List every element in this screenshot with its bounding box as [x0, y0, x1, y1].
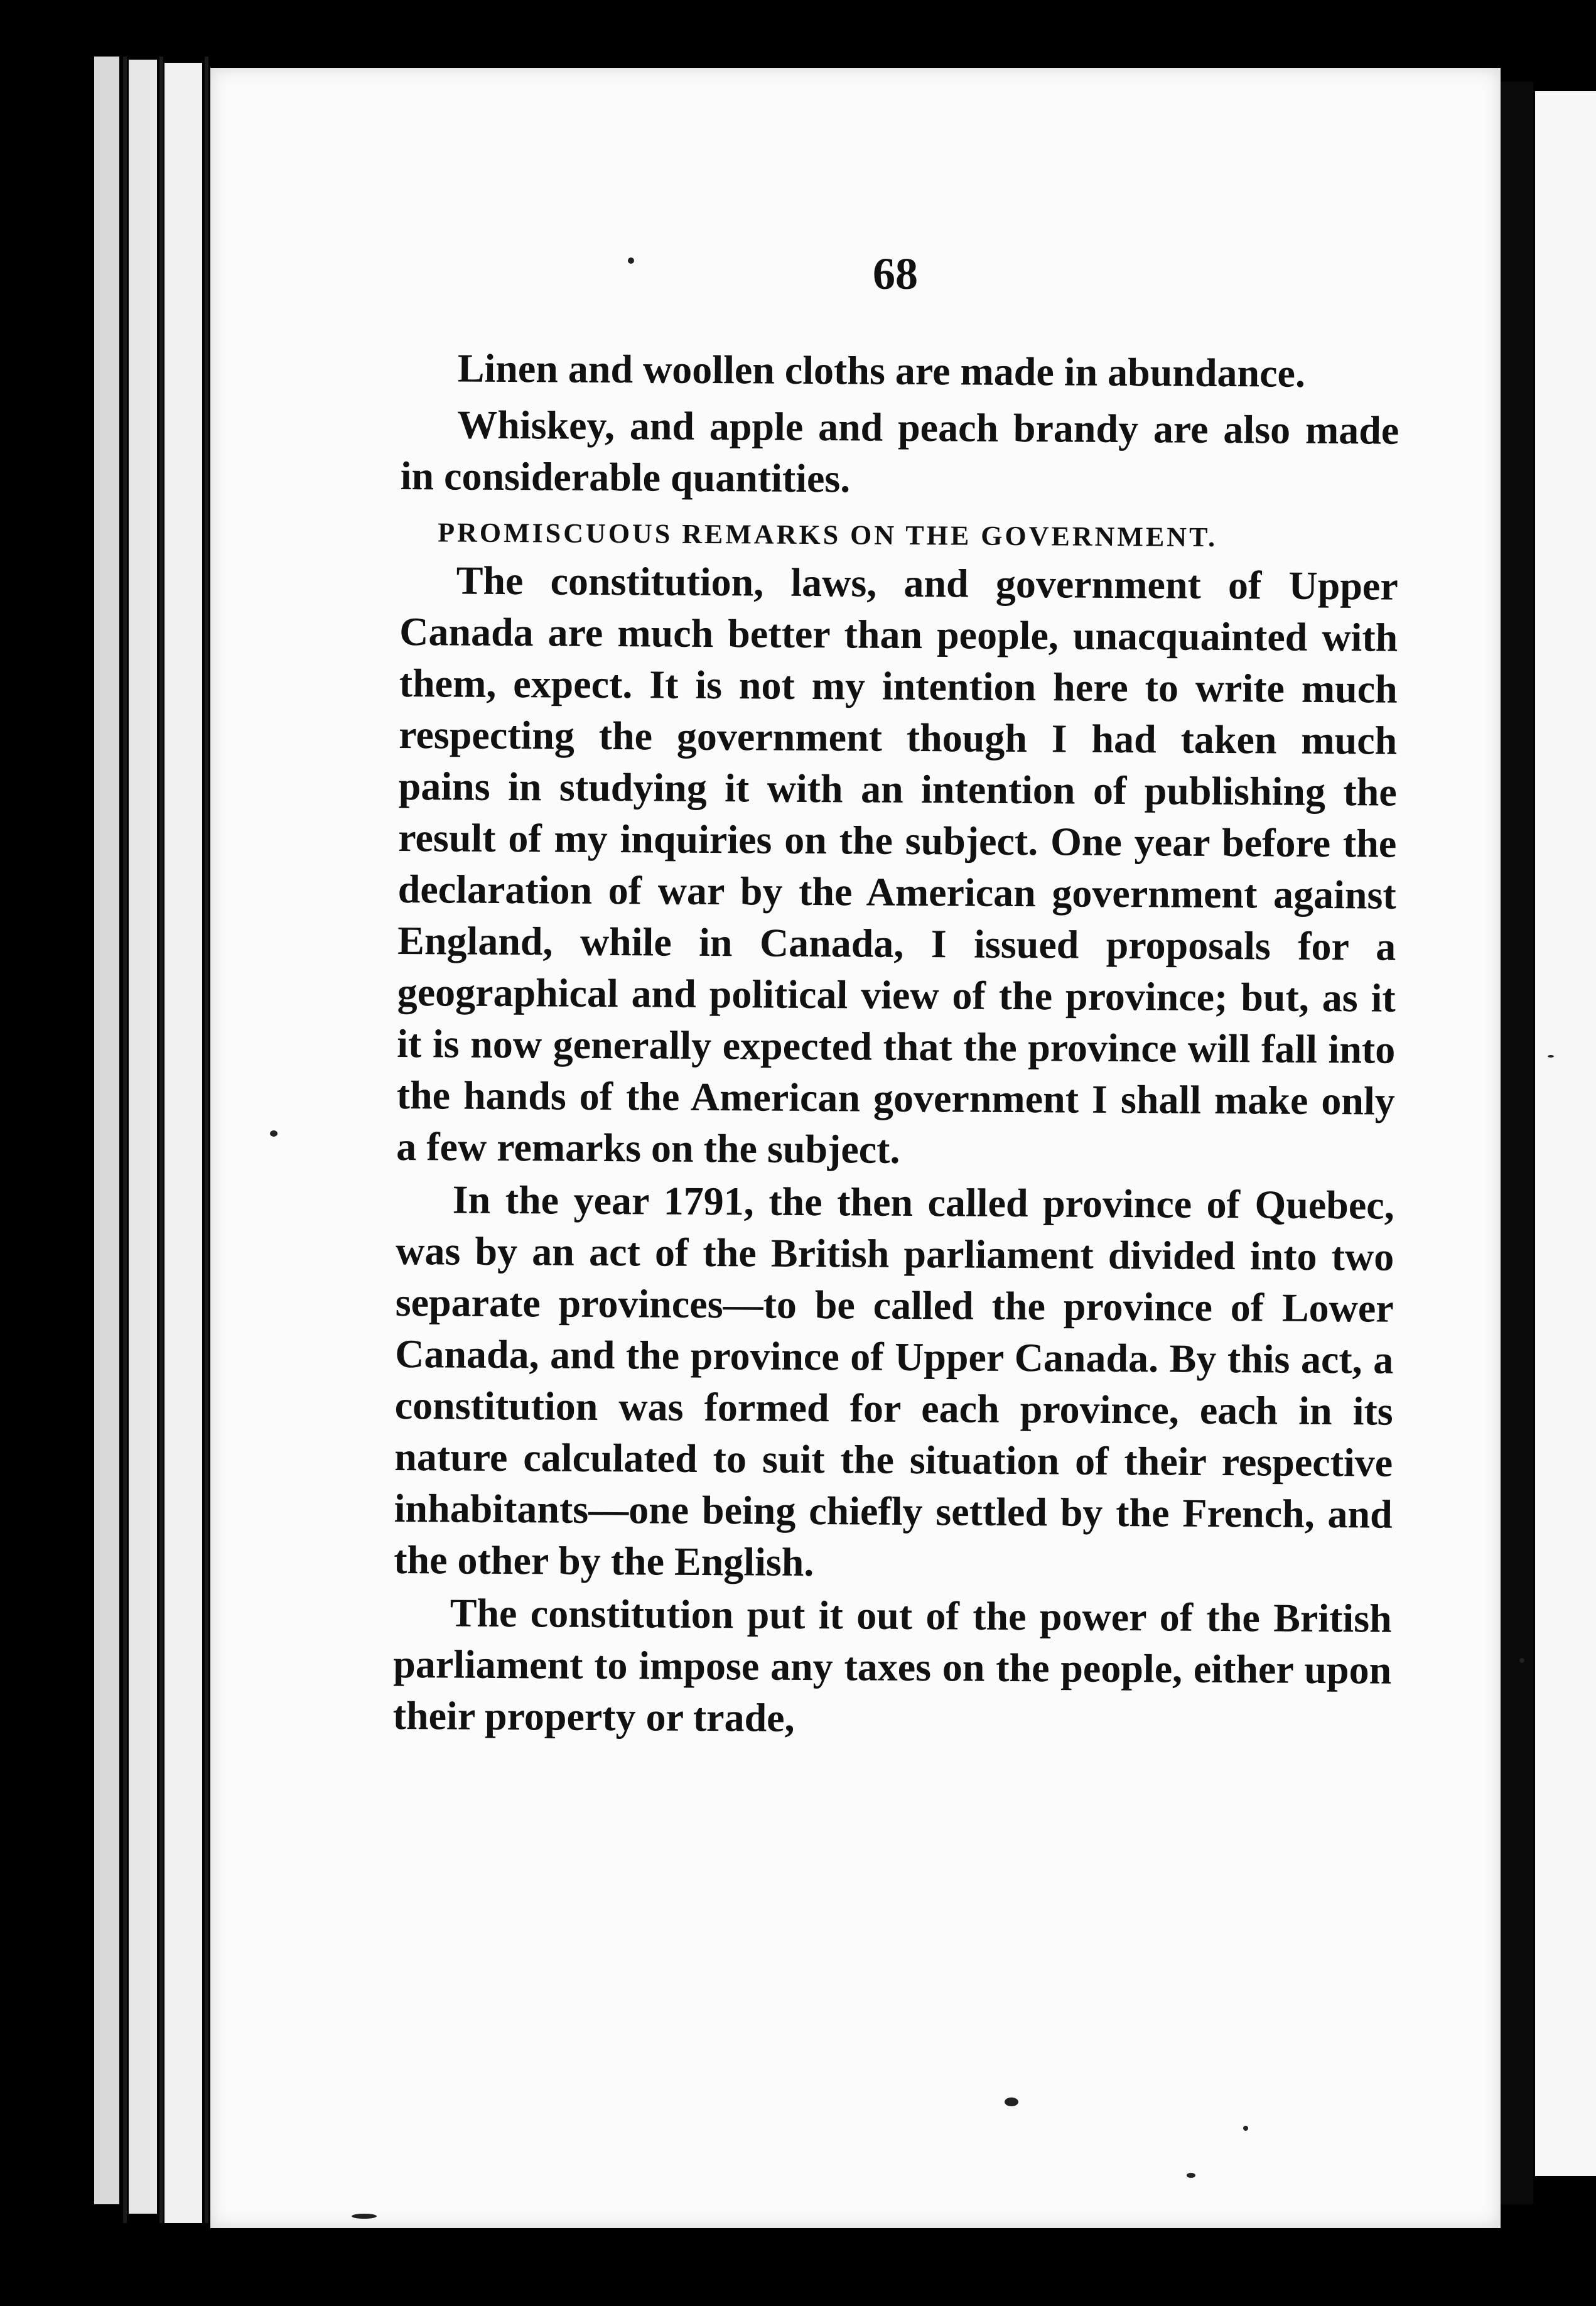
page-edge-shadow: [159, 57, 163, 2223]
scan-speck: [1548, 1055, 1554, 1058]
page-edge-shadow: [205, 57, 208, 2223]
scan-speck: [270, 1130, 278, 1137]
page-number: 68: [873, 249, 918, 299]
section-heading: PROMISCUOUS REMARKS ON THE GOVERNMENT.: [438, 517, 1218, 553]
page-edge-shadow: [123, 57, 127, 2223]
scan-speck: [1187, 2173, 1195, 2178]
scan-speck: [1005, 2098, 1018, 2106]
page-text: [392, 248, 1399, 1748]
scan-speck: [628, 257, 634, 264]
scan-speck: [352, 2214, 377, 2219]
paragraph: The constitution put it out of the power of the British parliament to impose any taxes on the people, either upon their property or trade,: [392, 1590, 1392, 1740]
paragraph: Whiskey, and apple and peach brandy are also made in considerable quantities.: [400, 402, 1399, 501]
paragraph: In the year 1791, the then called province of Quebec, was by an act of the British parliament divided into two separate provinces—to be called the province of Lower Canada, and the province of Upper Canada. By this act, a constitution was formed for each province, each in its nature calculated to suit the situation of their respective inhabitants—one being chiefly settled by the French, and the other by the English.: [394, 1177, 1394, 1585]
page-edge: [129, 60, 157, 2214]
page-edge: [164, 63, 202, 2223]
paragraph: The constitution, laws, and government of Upper Canada are much better than people, unacquainted with them, expect. It is not my intention here to write much respecting the government though I had taken much pains in studying it with an intention of publishing the result of my inquiries on the subject. One year before the declaration of war by the American government against England, while in Canada, I issued proposals for a geographical and political view of the province; but, as it it is now generally expected that the province will fall into the hands of the American government I shall make only a few remarks on the subject.: [396, 558, 1398, 1172]
scan-speck: [1243, 2126, 1248, 2131]
scan-speck: [1519, 1658, 1524, 1663]
facing-page-edge: [1535, 91, 1596, 2176]
page-edge: [94, 57, 119, 2204]
page-gutter: [1501, 82, 1533, 2204]
paragraph: Linen and woollen cloths are made in abundance.: [457, 345, 1306, 396]
